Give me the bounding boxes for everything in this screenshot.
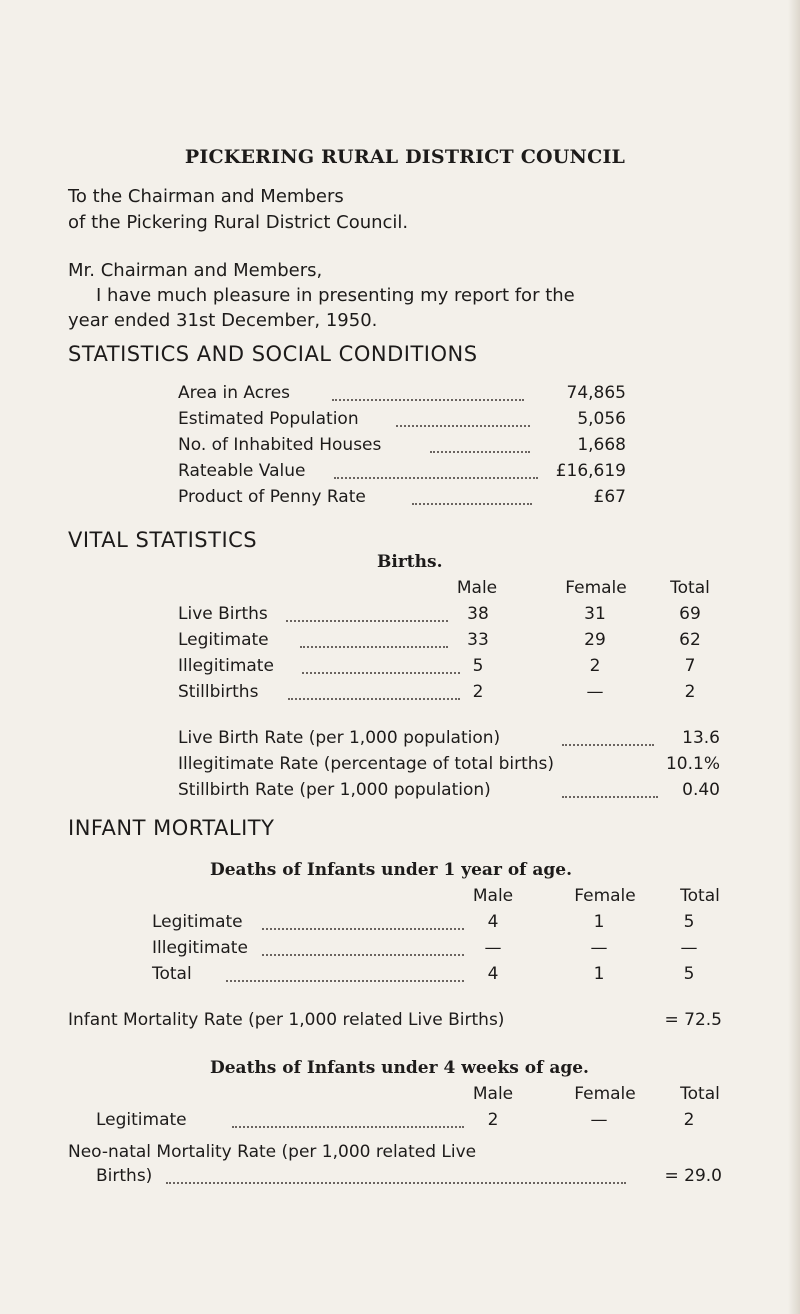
rate-label: Illegitimate Rate (percentage of total births) [178,754,555,774]
births-male: 2 [472,682,484,702]
births-total: 2 [684,682,696,702]
imr-value: = 72.5 [664,1010,722,1030]
infant-label: Total [152,964,192,984]
stat-value: 5,056 [577,409,626,429]
col-total: Total [680,886,720,906]
col-female: Female [574,1084,636,1104]
statistics-heading: STATISTICS AND SOCIAL CONDITIONS [68,342,478,366]
address-line-1: To the Chairman and Members [68,186,344,207]
stat-label: Area in Acres [178,383,291,403]
infant-heading: INFANT MORTALITY [68,816,275,840]
infant-total: 5 [683,912,695,932]
infant-label: Legitimate [152,912,243,932]
births-label: Legitimate [178,630,269,650]
col-male: Male [472,1084,514,1104]
infant-total: — [680,938,698,958]
infant-female: — [590,938,608,958]
stat-label: No. of Inhabited Houses [178,435,382,455]
deaths-weeks-heading: Deaths of Infants under 4 weeks of age. [210,1058,589,1078]
rate-label: Live Birth Rate (per 1,000 population) [178,728,501,748]
infant-female: 1 [593,964,605,984]
intro-line-1: I have much pleasure in presenting my report for the [96,285,575,306]
stat-value: £16,619 [555,461,626,481]
births-male: 38 [467,604,489,624]
col-female: Female [565,578,627,598]
infant-total: 5 [683,964,695,984]
neonatal-line-2: Births) [96,1166,153,1186]
weeks-female: — [590,1110,608,1130]
infant-male: — [484,938,502,958]
births-male: 33 [467,630,489,650]
intro-line-2: year ended 31st December, 1950. [68,310,378,331]
col-total: Total [670,578,710,598]
infant-male: 4 [487,964,499,984]
stat-label: Estimated Population [178,409,359,429]
infant-female: 1 [593,912,605,932]
stat-label: Product of Penny Rate [178,487,366,507]
neonatal-value: = 29.0 [664,1166,722,1186]
col-female: Female [574,886,636,906]
births-female: 2 [589,656,601,676]
weeks-total: 2 [683,1110,695,1130]
births-label: Stillbirths [178,682,259,702]
page-title: PICKERING RURAL DISTRICT COUNCIL [184,146,626,168]
stat-value: 74,865 [566,383,626,403]
address-line-2: of the Pickering Rural District Council. [68,212,409,233]
neonatal-line-1: Neo-natal Mortality Rate (per 1,000 related Live [68,1142,477,1162]
births-total: 7 [684,656,696,676]
col-male: Male [456,578,498,598]
deaths-year-heading: Deaths of Infants under 1 year of age. [210,860,573,880]
page-edge-shadow [788,0,800,1314]
imr-label: Infant Mortality Rate (per 1,000 related Live Births) [68,1010,505,1030]
vital-heading: VITAL STATISTICS [68,528,258,552]
stat-value: £67 [593,487,626,507]
births-label: Live Births [178,604,268,624]
births-total: 62 [679,630,701,650]
rate-value: 0.40 [682,780,720,800]
salutation: Mr. Chairman and Members, [68,260,323,281]
weeks-male: 2 [487,1110,499,1130]
infant-label: Illegitimate [152,938,248,958]
col-total: Total [680,1084,720,1104]
rate-label: Stillbirth Rate (per 1,000 population) [178,780,491,800]
births-female: 31 [584,604,606,624]
stat-value: 1,668 [577,435,626,455]
stat-label: Rateable Value [178,461,306,481]
births-total: 69 [679,604,701,624]
infant-male: 4 [487,912,499,932]
col-male: Male [472,886,514,906]
births-male: 5 [472,656,484,676]
rate-value: 13.6 [682,728,720,748]
births-heading: Births. [377,552,443,572]
births-female: 29 [584,630,606,650]
births-label: Illegitimate [178,656,274,676]
rate-value: 10.1% [665,754,720,774]
weeks-label: Legitimate [96,1110,187,1130]
births-female: — [586,682,604,702]
